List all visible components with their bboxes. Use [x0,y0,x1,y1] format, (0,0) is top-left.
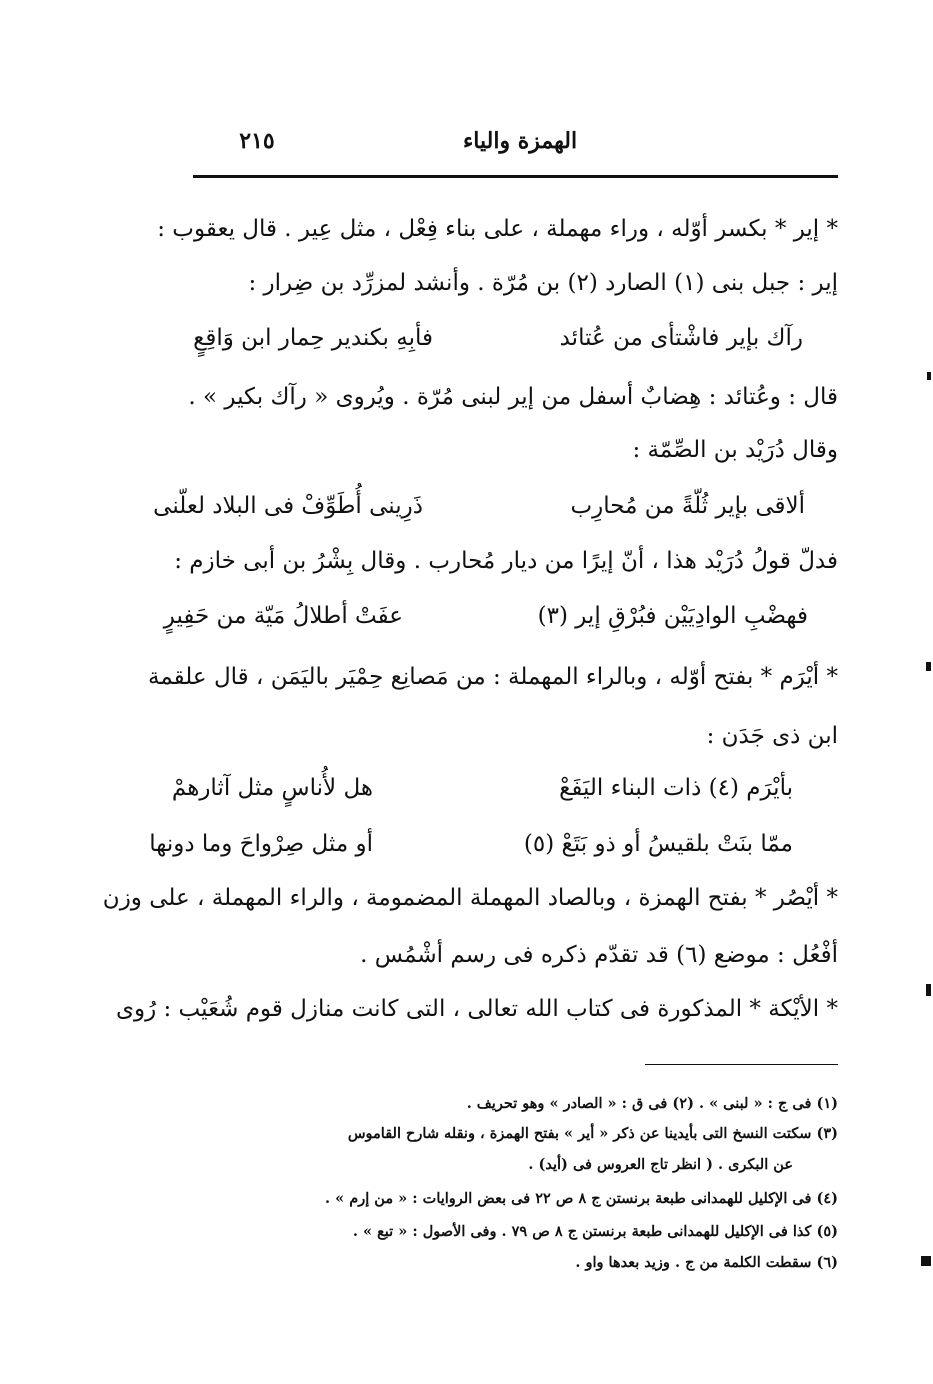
verse-hemistich-first: أو مثل صِرْواحَ وما دونها [149,831,373,857]
footnote: (٥) كذا فى الإكليل للهمدانى طبعة برنستن ج ٨ ص ٧٩ . وفى الأصول : « تبع » . [352,1223,838,1240]
footnote-continuation: عن البكرى . ( انظر تاج العروس فى (أيد) . [528,1156,793,1173]
body-line: ابن ذى جَدَن : [706,723,838,749]
verse-hemistich-first: عفَتْ أطلالُ مَيّة من حَفِيرٍ [163,603,403,629]
body-line: * إير * بكسر أوّله ، وراء مهملة ، على بناء فِعْل ، مثل عِير . قال يعقوب : [157,216,838,242]
verse-hemistich-first: ذَرِينى أُطَوِّفْ فى البلاد لعلّنى [153,493,423,519]
body-line: إير : جبل بنى (١) الصارد (٢) بن مُرّة . وأنشد لمزرِّد بن ضِرار : [248,270,838,296]
verse-hemistich-second: بأيْرَم (٤) ذات البناء اليَفَعْ [559,775,793,801]
body-line: * الأيْكة * المذكورة فى كتاب الله تعالى ، التى كانت منازل قوم شُعَيْب : رُوى [115,996,838,1022]
scan-margin-mark [921,1256,931,1266]
footnote: (١) فى ج : « لبنى » . (٢) فى ق : « الصادر » وهو تحريف . [466,1095,838,1112]
page-number: ٢١٥ [239,128,275,154]
scan-margin-mark [926,662,931,671]
body-line: أفْعُل : موضع (٦) قد تقدّم ذكره فى رسم أشْمُس . [360,942,838,968]
verse-hemistich-first: فأبِهِ بكندير حِمار ابن وَاقِعٍ [193,325,433,351]
verse-hemistich-second: رآك بإير فاشْتأى من عُتائد [559,325,803,351]
verse-hemistich-second: فهضْبِ الوادِيَيْن فبُرْقِ إير (٣) [537,603,808,629]
body-line: * أيْصُر * بفتح الهمزة ، وبالصاد المهملة المضمومة ، والراء المهملة ، على وزن [102,885,838,911]
body-line: قال : وعُتائد : هِضابٌ أسفل من إير لبنى مُرّة . ويُروى « رآك بكير » . [188,384,838,410]
verse-hemistich-second: ممّا بنَتْ بلقيسُ أو ذو بَتَعْ (٥) [523,831,793,857]
footnote-separator [645,1064,838,1065]
running-header-title: الهمزة والياء [462,128,578,154]
footnote: (٤) فى الإكليل للهمدانى طبعة برنستن ج ٨ ص ٢٢ فى بعض الروايات : « من إرم » . [325,1190,838,1207]
scan-margin-mark [926,984,931,996]
body-line: فدلّ قولُ دُرَيْد هذا ، أنّ إيرًا من ديار مُحارب . وقال بِشْرُ بن أبى خازم : [174,548,838,574]
body-line: * أيْرَم * بفتح أوّله ، وبالراء المهملة : من مَصانِع حِمْيَر باليَمَن ، قال علقمة [148,664,838,690]
body-line: وقال دُرَيْد بن الصِّمّة : [632,437,838,463]
footnote: (٦) سقطت الكلمة من ج . وزيد بعدها واو . [575,1254,838,1271]
footnote: (٣) سكتت النسخ التى بأيدينا عن ذكر « أير » بفتح الهمزة ، ونقله شارح القاموس [347,1125,838,1142]
verse-hemistich-second: ألاقى بإير ثُلّةً من مُحارِب [570,493,805,519]
header-rule [193,175,838,178]
scan-margin-mark [927,372,931,380]
verse-hemistich-first: هل لأُناسٍ مثل آثارهمْ [171,775,373,801]
